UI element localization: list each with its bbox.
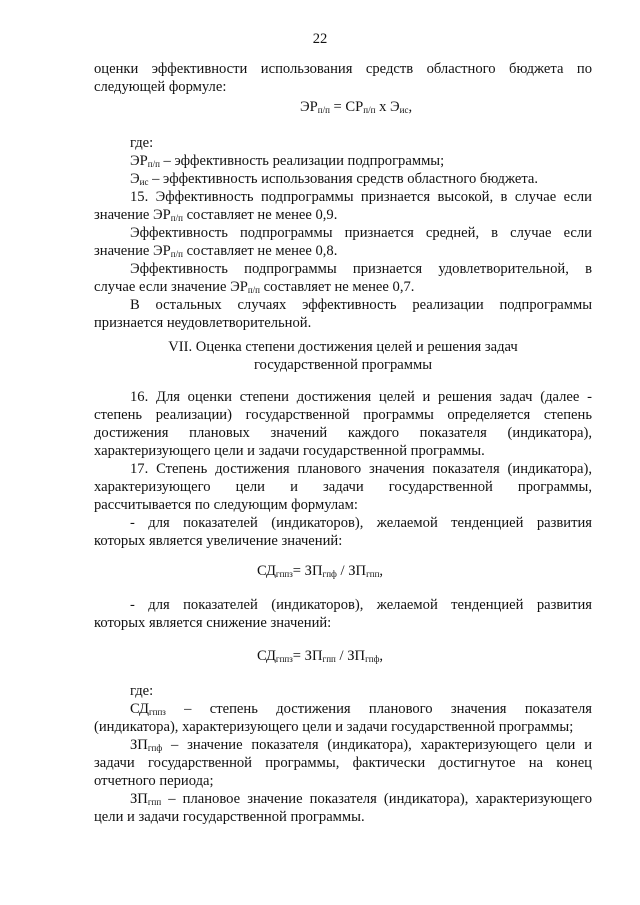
p-mid-line-1: Эффективность подпрограммы признается средней, в случае если xyxy=(130,225,592,241)
formula-decrease: $СД_{гппз}= ЗП_{гпп} / ЗП_{гпф}$, xyxy=(256,648,384,664)
definition-er: $ЭР_{п/п}$ – эффективность реализации подпрограммы; xyxy=(130,153,445,169)
p-sat-line-1: Эффективность подпрограммы признается удовлетворительной, в xyxy=(130,261,592,277)
definition-eis: $Э_{ис}$ – эффективность использования средств областного бюджета. xyxy=(130,171,538,187)
increase-indicators: - для показателей (индикаторов), желаемой тенденцией развития которых является увеличение значений: xyxy=(94,515,592,549)
intro-paragraph xyxy=(94,60,592,96)
where-label-2: где: xyxy=(130,683,154,699)
formula-efficiency: $ЭР_{п/п} = СР_{п/п}$ х $Э_{ис}$, xyxy=(300,99,413,115)
definition-sd: $СД_{гппз}$ – степень достижения планового значения показателя xyxy=(130,701,592,717)
p-other-line-1: В остальных случаях эффективность реализации подпрограммы xyxy=(130,297,592,313)
page-number: 22 xyxy=(312,31,328,47)
definitions-block-2: где: $СД_{гппз}$ – степень достижения планового значения показателя (индикатора), характеризующего цели и задачи государственной программы; $ЗП_{гпф}$ – значение показателя (индикатора), характеризующего цели и задачи государственной программы, фактически достигнутое на конец отчетного периода; $ЗП_{гпп}$ – плановое значение показателя (индикатора), характеризующего цели и задачи государственной программы. xyxy=(94,683,592,825)
p-sat-line-2: случае если значение $ЭР_{п/п}$ составляет не менее 0,7. xyxy=(94,279,415,295)
p-mid-line-2: значение $ЭР_{п/п}$ составляет не менее 0,8. xyxy=(94,243,338,259)
formula-increase: $СД_{гппз}= ЗП_{гпф} / ЗП_{гпп}$, xyxy=(256,563,384,579)
section-heading: VII. Оценка степени достижения целей и решения задач государственной программы xyxy=(168,339,518,373)
p-other-line-2: признается неудовлетворительной. xyxy=(94,315,312,331)
definition-zpp: $ЗП_{гпп}$ – плановое значение показателя (индикатора), характеризующего xyxy=(130,791,592,807)
definitions-block-1 xyxy=(94,134,592,332)
definition-zpf: $ЗП_{гпф}$ – значение показателя (индикатора), характеризующего цели и xyxy=(130,737,592,753)
paragraph-16: 16. Для оценки степени достижения целей и решения задач (далее - степень реализации) государственной программы определяется степень достижения плановых значений каждого показателя (индикатора), характеризующего цели и задачи государственной программы. xyxy=(94,389,592,459)
intro-line-2: следующей формуле: xyxy=(94,79,227,95)
paragraph-17: 17. Степень достижения планового значения показателя (индикатора), характеризующего цели и задачи государственной программы, рассчитывается по следующим формулам: xyxy=(94,461,592,513)
p15-line-2: значение $ЭР_{п/п}$ составляет не менее 0,9. xyxy=(94,207,338,223)
p15-line-1: 15. Эффективность подпрограммы признается высокой, в случае если xyxy=(130,189,592,205)
intro-line-1: оценки эффективности использования средств областного бюджета по xyxy=(94,61,592,77)
decrease-indicators: - для показателей (индикаторов), желаемой тенденцией развития которых является снижение значений: xyxy=(94,597,592,631)
where-label: где: xyxy=(130,135,154,151)
